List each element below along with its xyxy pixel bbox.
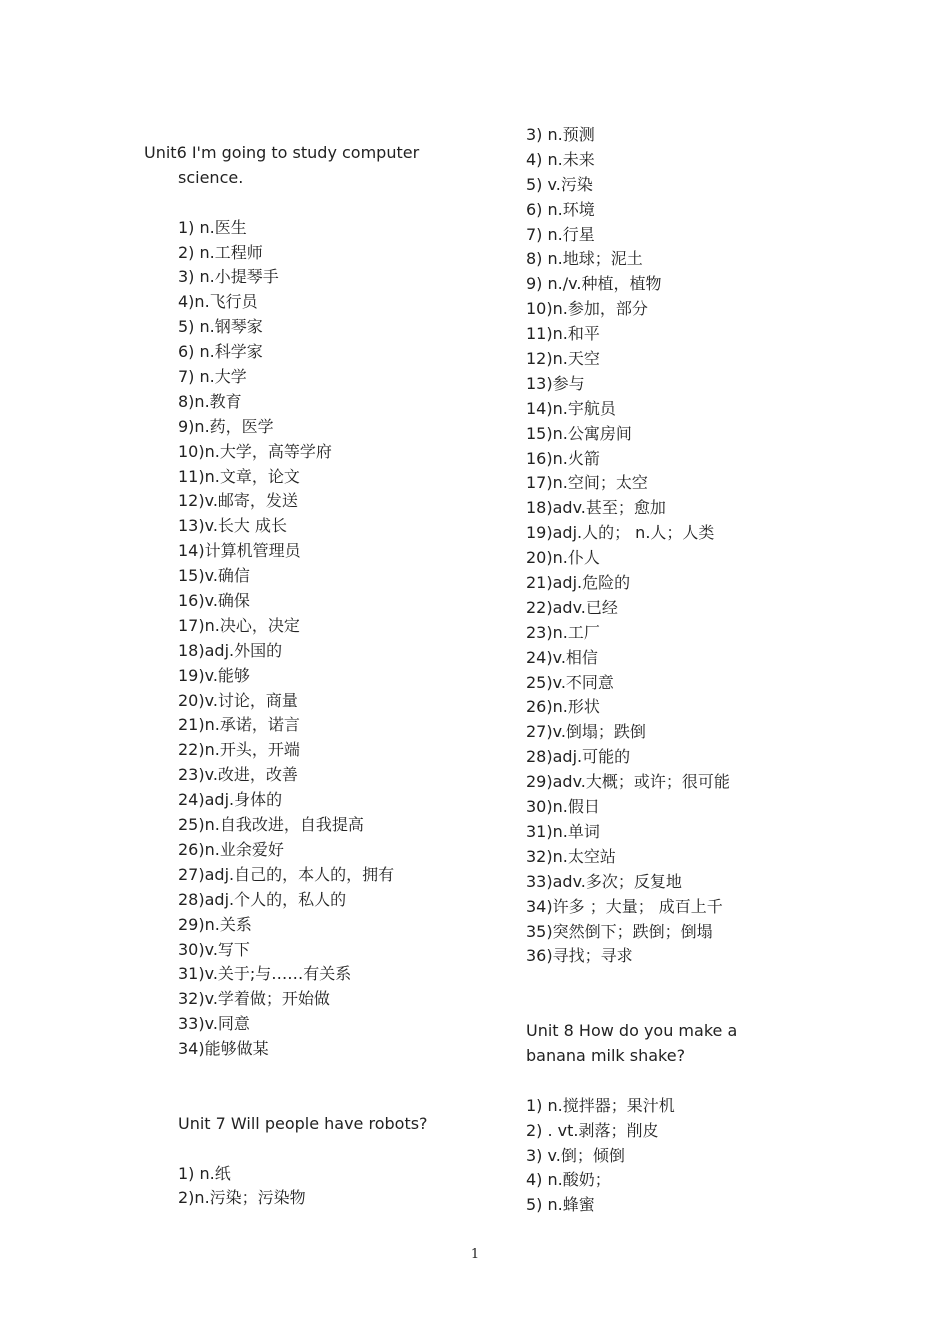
spacer	[526, 1069, 737, 1094]
vocab-item: 4) n.酸奶；	[526, 1170, 611, 1190]
unit8-title-line2: banana milk shake?	[526, 1045, 686, 1065]
vocab-item: 24)v.相信	[526, 647, 598, 667]
spacer	[526, 994, 737, 1019]
vocab-item: 33)v.同意	[178, 1014, 250, 1034]
vocab-item: 27)v.倒塌；跌倒	[526, 722, 646, 742]
vocab-item: 13)v.长大 成长	[178, 516, 288, 536]
vocab-item: 18)adj.外国的	[178, 640, 283, 660]
vocab-item: 18)adv.甚至；愈加	[526, 498, 666, 518]
vocab-item: 1) n.医生	[178, 217, 247, 237]
vocab-item: 16)v.确保	[178, 591, 250, 611]
spacer	[144, 1062, 428, 1087]
vocab-item: 3) v.倒；倾倒	[526, 1145, 625, 1165]
vocab-item: 27)adj.自己的，本人的，拥有	[178, 864, 395, 884]
right-column	[526, 123, 737, 1218]
vocab-item: 3) n.小提琴手	[178, 267, 279, 287]
vocab-item: 36)寻找；寻求	[526, 946, 633, 966]
vocab-item: 25)n.自我改进，自我提高	[178, 815, 364, 835]
vocab-item: 23)v.改进，改善	[178, 765, 298, 785]
vocab-item: 26)n.业余爱好	[178, 839, 284, 859]
vocab-item: 2) n.工程师	[178, 242, 263, 262]
vocab-item: 8) n.地球；泥土	[526, 249, 643, 269]
vocab-item: 14)n.宇航员	[526, 398, 616, 418]
vocab-item: 22)n.开头，开端	[178, 740, 300, 760]
vocab-item: 30)n.假日	[526, 797, 600, 817]
vocab-item: 15)n.公寓房间	[526, 423, 632, 443]
vocab-item: 34)能够做某	[178, 1039, 269, 1059]
vocab-item: 2) . vt.剥落；削皮	[526, 1120, 659, 1140]
vocab-item: 23)n.工厂	[526, 622, 600, 642]
vocab-item: 24)adj.身体的	[178, 790, 283, 810]
vocab-item: 8)n.教育	[178, 391, 242, 411]
vocab-item: 1) n.搅拌器；果汁机	[526, 1095, 675, 1115]
unit6-title-line2: science.	[178, 167, 244, 187]
spacer	[144, 1087, 428, 1112]
left-column	[144, 141, 428, 1211]
vocab-item: 35)突然倒下；跌倒；倒塌	[526, 921, 713, 941]
vocab-item: 11)n.文章，论文	[178, 466, 300, 486]
vocab-item: 32)v.学着做；开始做	[178, 989, 330, 1009]
vocab-item: 21)n.承诺，诺言	[178, 715, 300, 735]
vocab-item: 7) n.大学	[178, 367, 247, 387]
unit7-title: Unit 7 Will people have robots?	[178, 1113, 428, 1133]
vocab-item: 1) n.纸	[178, 1163, 231, 1183]
unit6-title-line1: Unit6 I'm going to study computer	[144, 143, 420, 162]
vocab-item: 3) n.预测	[526, 125, 595, 144]
vocab-item: 34)许多 ；大量； 成百上千	[526, 896, 723, 916]
vocab-item: 17)n.决心，决定	[178, 615, 300, 635]
vocab-item: 19)v.能够	[178, 665, 250, 685]
vocab-item: 19)adj.人的； n.人；人类	[526, 523, 715, 543]
vocab-item: 15)v.确信	[178, 566, 250, 586]
vocab-item: 20)v.讨论，商量	[178, 690, 298, 710]
vocab-item: 4)n.飞行员	[178, 292, 258, 312]
unit8-vocab-list	[526, 1094, 737, 1218]
vocab-item: 4) n.未来	[526, 149, 595, 169]
vocab-item: 29)adv.大概；或许；很可能	[526, 772, 730, 792]
unit7-vocab-list-continued	[526, 123, 737, 969]
vocab-item: 31)n.单词	[526, 821, 600, 841]
vocab-item: 33)adv.多次；反复地	[526, 871, 682, 891]
vocab-item: 20)n.仆人	[526, 548, 600, 568]
vocab-item: 22)adv.已经	[526, 597, 618, 617]
vocab-item: 26)n.形状	[526, 697, 600, 717]
vocab-item: 7) n.行星	[526, 224, 595, 244]
vocab-item: 14)计算机管理员	[178, 541, 301, 561]
unit7-vocab-list	[144, 1162, 428, 1212]
unit6-vocab-list	[144, 216, 428, 1062]
spacer	[144, 1137, 428, 1162]
vocab-item: 28)adj.可能的	[526, 747, 631, 767]
vocab-item: 31)v.关于;与……有关系	[178, 964, 352, 984]
vocab-item: 10)n.参加，部分	[526, 299, 648, 319]
vocab-item: 6) n.环境	[526, 199, 595, 219]
vocab-item: 9) n./v.种植，植物	[526, 274, 662, 294]
vocab-item: 25)v.不同意	[526, 672, 614, 692]
spacer	[144, 191, 428, 216]
vocab-item: 5) v.污染	[526, 174, 593, 194]
vocab-item: 13)参与	[526, 373, 585, 393]
vocab-item: 2)n.污染；污染物	[178, 1188, 306, 1208]
vocab-item: 12)n.天空	[526, 349, 600, 369]
spacer	[526, 969, 737, 994]
vocab-item: 12)v.邮寄，发送	[178, 491, 298, 511]
vocab-item: 11)n.和平	[526, 324, 600, 344]
page-number: 1	[470, 1247, 480, 1262]
unit8-title-line1: Unit 8 How do you make a	[526, 1021, 738, 1041]
vocab-item: 28)adj.个人的，私人的	[178, 889, 347, 909]
vocab-item: 17)n.空间；太空	[526, 473, 648, 493]
vocab-item: 29)n.关系	[178, 914, 252, 934]
vocab-item: 21)adj.危险的	[526, 573, 631, 593]
vocab-item: 10)n.大学，高等学府	[178, 441, 332, 461]
vocab-item: 5) n.钢琴家	[178, 317, 263, 337]
vocab-item: 5) n.蜂蜜	[526, 1195, 595, 1215]
vocab-item: 30)v.写下	[178, 939, 250, 959]
vocab-item: 9)n.药，医学	[178, 416, 274, 436]
vocab-item: 6) n.科学家	[178, 342, 263, 362]
vocab-item: 16)n.火箭	[526, 448, 600, 468]
vocab-item: 32)n.太空站	[526, 846, 616, 866]
